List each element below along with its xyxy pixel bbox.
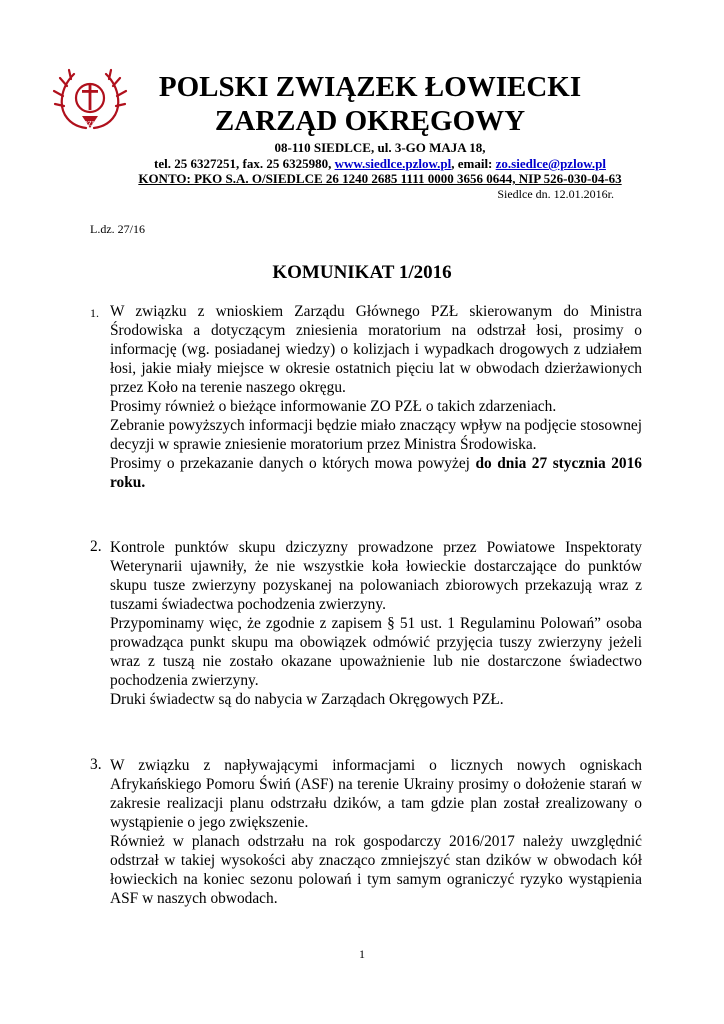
- paragraph: Przypominamy więc, że zgodnie z zapisem § 51 ust. 1 Regulaminu Polowań” osoba prowadząca punkt skupu ma obowiązek odmówić przyjęcia tuszy zwierzyny jeżeli wraz z tuszą nie zostało okazane upoważnienie lub nie dostarczone świadectwo pochodzenia zwierzyny.: [110, 615, 642, 689]
- list-item: [110, 538, 642, 709]
- paragraph: Zebranie powyższych informacji będzie miało znaczący wpływ na podjęcie stosownej decyzji w sprawie zniesienie moratorium przez Ministra Środowiska.: [110, 417, 642, 453]
- paragraph: W związku z wnioskiem Zarządu Głównego PZŁ skierowanym do Ministra Środowiska a dotyczącym zniesienia moratorium na odstrzał łosi, prosimy o informację (wg. posiadanej wiedzy) o kolizjach i wypadkach drogowych z udziałem łosi, jakie miały miejsce w okresie ostatnich pięciu lat w obwodach dzierżawionych przez Koło na terenie naszego okręgu.: [110, 303, 642, 396]
- paragraph: Kontrole punktów skupu dziczyzny prowadzone przez Powiatowe Inspektoraty Weterynarii ujawniły, że nie wszystkie koła łowieckie dostarczające do punktów skupu tusze zwierzyny pozyskanej na polowaniach zbiorowych przekazują wraz z tuszami świadectwa pochodzenia zwierzyny.: [110, 539, 642, 613]
- list-item: [110, 302, 642, 492]
- document-title: KOMUNIKAT 1/2016: [272, 262, 452, 283]
- document-date: Siedlce dn. 12.01.2016r.: [497, 187, 614, 201]
- reference-number: L.dz. 27/16: [90, 222, 145, 236]
- paragraph: Również w planach odstrzału na rok gospodarczy 2016/2017 należy uwzględnić odstrzał w takiej wysokości aby znacząco zmniejszyć stan dzików w obwodach kół łowieckich na koniec sezonu polowań i tym samym ograniczyć ryzyko wystąpienia ASF w naszych obwodach.: [110, 833, 642, 907]
- organization-name-line2: ZARZĄD OKRĘGOWY: [214, 105, 526, 137]
- email-link[interactable]: zo.siedlce@pzlow.pl: [495, 156, 606, 171]
- paragraph: Druki świadectw są do nabycia w Zarządach Okręgowych PZŁ.: [110, 691, 504, 708]
- deadline-text: do dnia 27 stycznia 2016 roku.: [110, 455, 642, 491]
- item-number: 1.: [90, 306, 99, 320]
- email-label: , email:: [451, 156, 493, 171]
- address-line: 08-110 SIEDLCE, ul. 3-GO MAJA 18,: [274, 140, 486, 155]
- svg-text:PZŁ: PZŁ: [83, 120, 97, 128]
- paragraph: W związku z napływającymi informacjami o licznych nowych ogniskach Afrykańskiego Pomoru Świń (ASF) na terenie Ukrainy prosimy o dołożenie starań w zakresie realizacji planu odstrzału dzików, a tam gdzie plan został zrealizowany o wystąpienie o jego zwiększenie.: [110, 757, 642, 831]
- organization-name-line1: POLSKI ZWIĄZEK ŁOWIECKI: [158, 71, 582, 103]
- page-number: 1: [359, 947, 365, 961]
- organization-name: [150, 70, 590, 138]
- bank-account-line: KONTO: PKO S.A. O/SIEDLCE 26 1240 2685 1111 0000 3656 0644, NIP 526-030-04-63: [138, 171, 622, 186]
- item-number: 2.: [90, 538, 102, 555]
- list-item: [110, 756, 642, 908]
- paragraph: Prosimy również o bieżące informowanie ZO PZŁ o takich zdarzeniach.: [110, 398, 557, 415]
- phone-fax: tel. 25 6327251, fax. 25 6325980,: [154, 156, 332, 171]
- pzl-emblem-logo: [52, 66, 128, 136]
- website-link[interactable]: www.siedlce.pzlow.pl: [334, 156, 452, 171]
- item-number: 3.: [90, 756, 102, 773]
- paragraph-text: Prosimy o przekazanie danych o których mowa powyżej: [110, 455, 476, 472]
- paragraph: [110, 454, 642, 492]
